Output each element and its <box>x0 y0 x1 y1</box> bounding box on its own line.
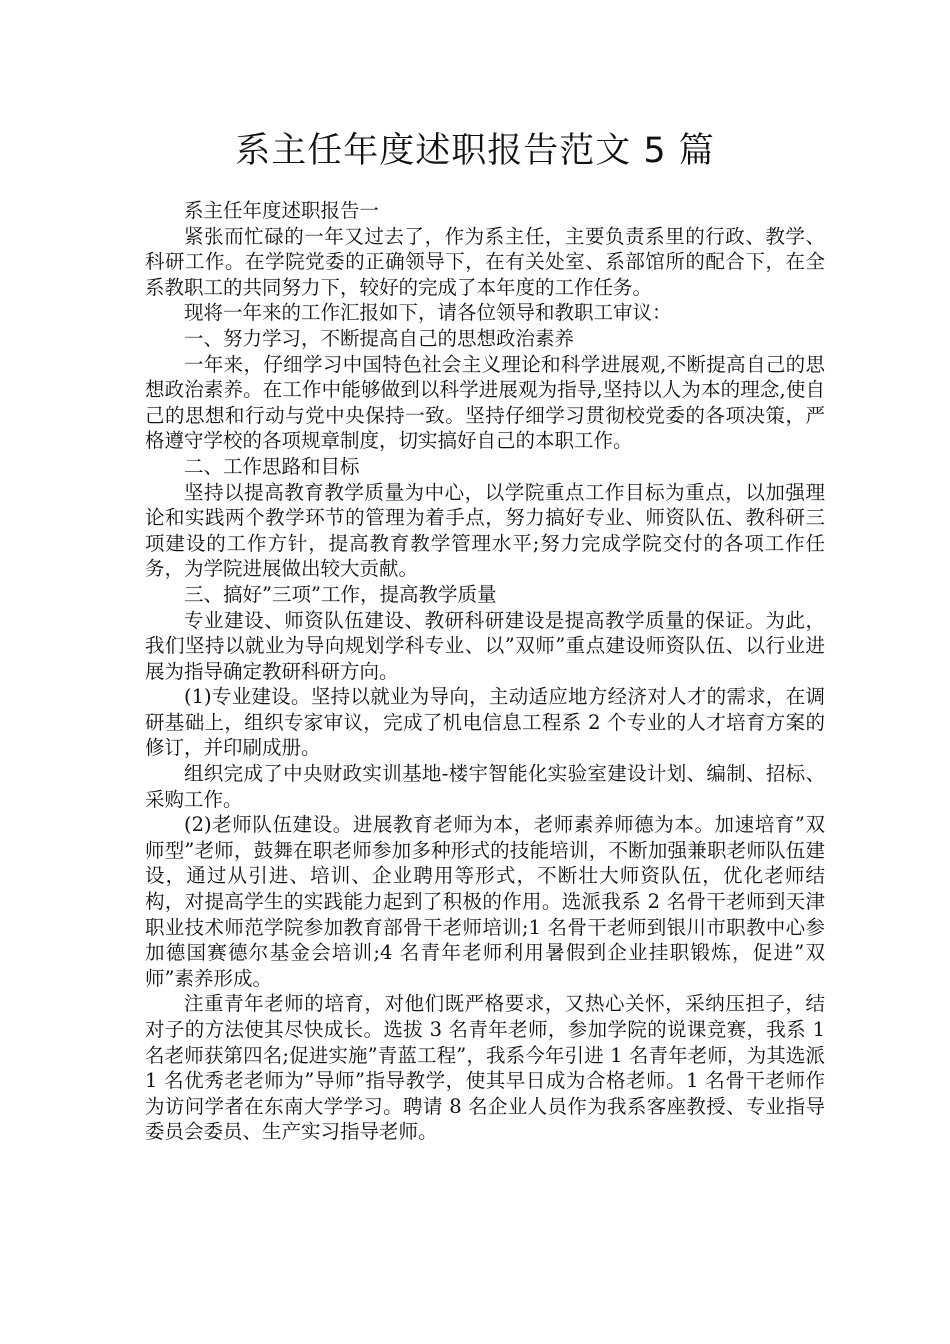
section-heading: 二、工作思路和目标 <box>184 454 360 478</box>
paragraph: (1)专业建设。坚持以就业为导向，主动适应地方经济对人才的需求，在调研基础上，组织专家审议，完成了机电信息工程系 2 个专业的人才培育方案的修订，并印刷成册。 <box>145 685 825 760</box>
document-title: 系主任年度述职报告范文 5 篇 <box>235 131 715 171</box>
paragraph: 紧张而忙碌的一年又过去了，作为系主任，主要负责系里的行政、教学、科研工作。在学院党委的正确领导下，在有关处室、系部馆所的配合下，在全系教职工的共同努力下，较好的完成了本年度的工作任务。 <box>145 224 825 299</box>
paragraph: 一年来，仔细学习中国特色社会主义理论和科学进展观,不断提高自己的思想政治素养。在工作中能够做到以科学进展观为指导,坚持以人为本的理念,使自己的思想和行动与党中央保持一致。坚持仔细学习贯彻校党委的各项决策，严格遵守学校的各项规章制度，切实搞好自己的本职工作。 <box>145 352 825 453</box>
section-heading: 一、努力学习，不断提高自己的思想政治素养 <box>184 326 575 350</box>
paragraph: 现将一年来的工作汇报如下，请各位领导和教职工审议： <box>184 301 672 325</box>
paragraph: (2)老师队伍建设。进展教育老师为本，老师素养师德为本。加速培育”双师型”老师，鼓舞在职老师参加多种形式的技能培训，不断加强兼职老师队伍建设，通过从引进、培训、企业聘用等形式，不断壮大师资队伍，优化老师结构，对提高学生的实践能力起到了积极的作用。选派我系 2 名骨干老师到天津职业技术师范学院参加教育部骨干老师培训;1 名骨干老师到银川市职教中心参加德国赛德尔基金会培训;4 名青年老师利用暑假到企业挂职锻炼，促进”双师”素养形成。 <box>145 813 825 990</box>
section-heading: 系主任年度述职报告一 <box>184 199 380 222</box>
paragraph: 组织完成了中央财政实训基地-楼宇智能化实验室建设计划、编制、招标、采购工作。 <box>145 762 825 811</box>
document-body <box>145 198 825 1145</box>
section-heading: 三、搞好”三项”工作，提高教学质量 <box>184 582 497 606</box>
paragraph: 坚持以提高教育教学质量为中心，以学院重点工作目标为重点，以加强理论和实践两个教学环节的管理为着手点，努力搞好专业、师资队伍、教科研三项建设的工作方针，提高教育教学管理水平;努力完成学院交付的各项工作任务，为学院进展做出较大贡献。 <box>145 480 825 581</box>
paragraph: 注重青年老师的培育，对他们既严格要求，又热心关怀，采纳压担子，结对子的方法使其尽快成长。选拔 3 名青年老师，参加学院的说课竞赛，我系 1 名老师获第四名;促进实施”青蓝工程”，我系今年引进 1 名青年老师，为其选派 1 名优秀老老师为”导师”指导教学，使其早日成为合格老师。1 名骨干老师作为访问学者在东南大学学习。聘请 8 名企业人员作为我系客座教授、专业指导委员会委员、生产实习指导老师。 <box>145 992 825 1144</box>
paragraph: 专业建设、师资队伍建设、教研科研建设是提高教学质量的保证。为此，我们坚持以就业为导向规划学科专业、以”双师”重点建设师资队伍、以行业进展为指导确定教研科研方向。 <box>145 608 825 683</box>
